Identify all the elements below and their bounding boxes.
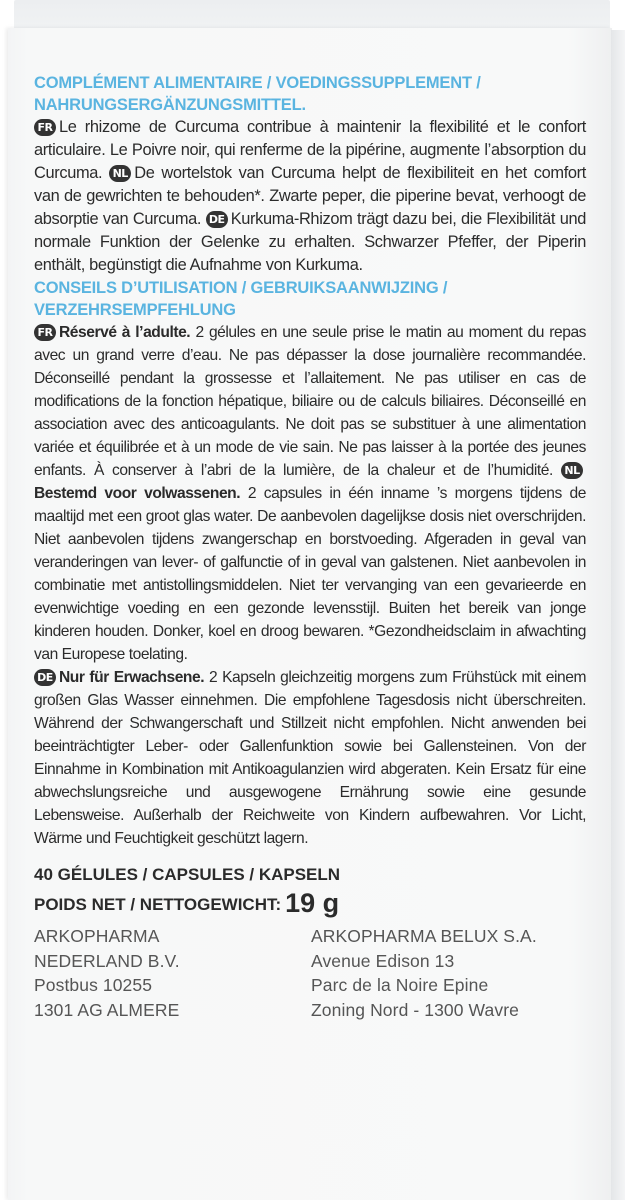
package-right-edge — [611, 30, 625, 1200]
usage-nl-bold: Bestemd voor volwassenen. — [34, 485, 241, 502]
usage-de-bold: Nur für Erwachsene. — [59, 669, 205, 686]
addresses — [34, 924, 586, 1022]
address-nl-line: NEDERLAND B.V. — [34, 950, 180, 971]
usage-nl-text: 2 capsules in één inname ’s morgens tijdens de maaltijd met een groot glas water. De aanbevolen dagelijkse dosis niet overschrijden. Niet aanbevolen tijdens zwangerschap en borstvoeding. Afgeraden in geval van veranderingen van lever- of galfunctie of in geval van galstenen. Niet aanbevolen in combinatie met antistollingsmiddelen. Niet ter vervanging van een gevarieerde en evenwichtige voeding en een gezonde levensstijl. Buiten het bereik van jonge kinderen houden. Donker, koel en droog bewaren. *Gezondheidsclaim in afwachting van Europese toelating. — [34, 485, 586, 663]
de-badge: DE — [206, 211, 228, 228]
nl-badge: NL — [109, 165, 131, 182]
net-weight — [34, 888, 586, 920]
capsule-count: 40 GÉLULES / CAPSULES / KAPSELN — [34, 865, 341, 884]
net-weight-value: 19 g — [285, 888, 340, 918]
usage-fr-text: 2 gélules en une seule prise le matin au moment du repas avec un grand verre d’eau. Ne pas dépasser la dose journalière recommandée. Déconseillé pendant la grossesse et l’allaitement. Ne pas utiliser en cas de modifications de la fonction hépatique, biliaire ou de calculs biliaires. Déconseillé en association avec des anticoagulants. Ne doit pas se substituer à une alimentation variée et équilibrée et à un mode de vie sain. Ne pas laisser à la portée des jeunes enfants. À conserver à l’abri de la lumière, de la chaleur et de l’humidité. — [34, 324, 587, 479]
nl-badge: NL — [561, 462, 583, 479]
usage-de-text: 2 Kapseln gleichzeitig morgens zum Frühstück mit einem großen Glas Wasser einnehmen. Die empfohlene Tagesdosis nicht überschreiten. Während der Schwangerschaft und Stillzeit nicht empfohlen. Nicht anwenden bei beeinträchtigter Leber- oder Gallenfunktion sowie bei Gallensteinen. Von der Einnahme in Kombination mit Antikoagulanzien wird abgeraten. Kein Ersatz für eine abwechslungsreiche und ausgewogene Ernährung sowie eine gesunde Lebensweise. Außerhalb der Reichweite von Kindern aufbewahren. Vor Licht, Wärme und Feuchtigkeit geschützt lagern. — [34, 669, 586, 847]
usage-paragraph — [34, 321, 586, 666]
composition-fr-text: Le rhizome de Curcuma contribue à maintenir la flexibilité et le confort articulaire. Le Poivre noir, qui renferme de la pipérine, augmente l’absorption du Curcuma. — [34, 118, 586, 182]
address-be — [311, 924, 586, 1022]
fr-badge: FR — [34, 119, 56, 136]
address-be-line: Zoning Nord - 1300 Wavre — [311, 999, 519, 1020]
usage-de-paragraph — [34, 666, 586, 850]
address-nl-line: 1301 AG ALMERE — [34, 999, 180, 1020]
de-badge: DE — [34, 669, 56, 686]
composition-de-text: Kurkuma-Rhizom trägt dazu bei, die Flexibilität und normale Funktion der Gelenke zu erhalten. Schwarzer Pfeffer, der Piperin enthält, begünstigt die Aufnahme von Kurkuma. — [34, 210, 586, 274]
fr-badge: FR — [34, 324, 56, 341]
net-weight-label: POIDS NET / NETTOGEWICHT: — [34, 895, 282, 914]
composition-paragraph — [34, 116, 586, 277]
composition-nl-text: De wortelstok van Curcuma helpt de flexibiliteit en het comfort van de gewrichten te behouden*. Zwarte peper, die piperine bevat, verhoogt de absorptie van Curcuma. — [34, 164, 586, 228]
address-nl-line: ARKOPHARMA — [34, 926, 160, 946]
address-be-line: ARKOPHARMA BELUX S.A. — [311, 926, 537, 946]
address-be-line: Parc de la Noire Epine — [311, 975, 489, 995]
usage-heading: CONSEILS D’UTILISATION / GEBRUIKSAANWIJZING / VERZEHRSEMPFEHLUNG — [34, 279, 448, 319]
composition-heading: COMPLÉMENT ALIMENTAIRE / VOEDINGSSUPPLEMENT / NAHRUNGSERGÄNZUNGSMITTEL. — [34, 74, 481, 114]
address-be-line: Avenue Edison 13 — [311, 950, 455, 971]
address-nl — [34, 924, 299, 1022]
usage-fr-bold: Réservé à l’adulte. — [59, 324, 191, 341]
address-nl-line: Postbus 10255 — [34, 975, 153, 995]
label-content — [34, 72, 586, 1022]
